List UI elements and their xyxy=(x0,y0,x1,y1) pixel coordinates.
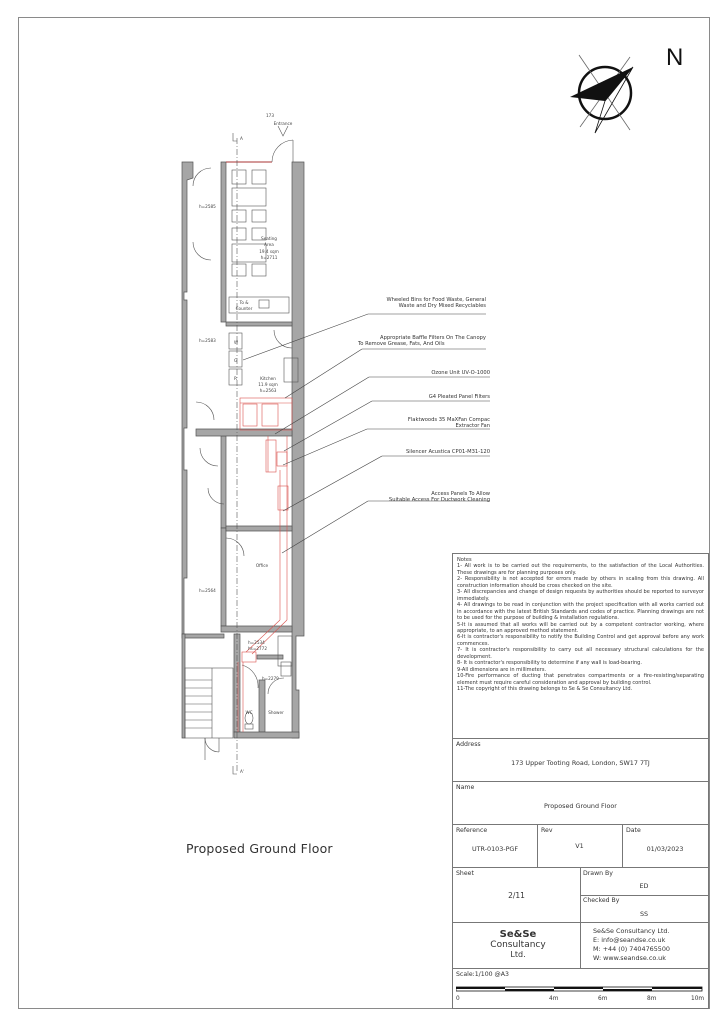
drawn-by-cell xyxy=(580,868,708,896)
svg-text:G: G xyxy=(234,358,238,363)
sheet-row xyxy=(453,868,708,923)
note-item: 1- All work is to be carried out the requirements, to the satisfaction of the Local Authorities. These drawings are for planning purposes only. xyxy=(457,563,704,576)
annotation-silencer xyxy=(380,449,490,455)
name-cell xyxy=(453,782,708,825)
annotation-baffle-filters xyxy=(358,335,486,348)
scale-tick: 6m xyxy=(598,996,608,1002)
svg-text:173: 173 xyxy=(266,113,274,118)
sheet-label: Sheet xyxy=(456,870,474,877)
checked-by-value: SS xyxy=(639,910,649,918)
annotation-line: Silencer Acustica CP01-M31-120 xyxy=(405,449,490,455)
note-item: 5-It is assumed that all works will be carried out by a competent contractor working, where appropriate, to an approved method statement. xyxy=(457,621,704,634)
contact-company: Se&Se Consultancy Ltd. xyxy=(593,927,670,935)
svg-text:11.9 sqm: 11.9 sqm xyxy=(258,382,278,387)
sheet-value: 2/11 xyxy=(508,891,525,900)
svg-text:h=2711: h=2711 xyxy=(260,255,278,260)
svg-text:h=2563: h=2563 xyxy=(259,388,277,393)
scale-label: Scale:1/100 @A3 xyxy=(456,971,509,978)
contact-phone: M: +44 (0) 7404765500 xyxy=(593,945,670,953)
svg-text:A: A xyxy=(240,136,243,141)
title-block xyxy=(452,553,709,1009)
svg-text:h=2564: h=2564 xyxy=(199,588,216,593)
svg-text:Kitchen: Kitchen xyxy=(260,376,276,381)
logo-line: Ltd. xyxy=(510,950,526,959)
annotation-line: G4 Pleated Panel Filters xyxy=(428,394,490,400)
annotation-ozone-unit xyxy=(380,370,490,376)
date-value: 01/03/2023 xyxy=(646,845,684,853)
north-arrow-compass-icon xyxy=(565,45,675,135)
annotation-line: Suitable Access For Ductwork Cleaning xyxy=(388,497,490,504)
divider xyxy=(580,923,581,969)
annotation-line: Waste and Dry Mixed Recyclables xyxy=(398,303,486,310)
name-value: Proposed Ground Floor xyxy=(544,802,617,810)
contact-email[interactable]: E: info@seandse.co.uk xyxy=(593,936,666,944)
name-label: Name xyxy=(456,784,475,791)
note-item: 6-It is contractor's responsibility to notify the Building Control and get approval before any work commences. xyxy=(457,634,704,647)
address-value: 173 Upper Tooting Road, London, SW17 7TJ xyxy=(511,759,650,767)
notes-panel xyxy=(453,554,708,739)
annotation-line: Access Panels To Allow xyxy=(431,491,490,497)
address-cell xyxy=(453,739,708,782)
annotation-line: Ozone Unit UV-O-1000 xyxy=(431,370,490,376)
svg-text:h=2534: h=2534 xyxy=(248,640,265,645)
svg-text:Shower: Shower xyxy=(268,710,284,715)
annotation-line: To Remove Grease, Fats, And Oils xyxy=(358,341,445,348)
annotation-access-panels xyxy=(362,491,490,504)
rev-label: Rev xyxy=(541,827,553,834)
note-item: 4- All drawings to be read in conjunction with the project specification with all works carried out in accordance with the latest British Standards and codes of practice. Planning drawings are not to be used for the purpose of building & installation regulations. xyxy=(457,602,704,622)
note-item: 9-All dimensions are in millimeters. xyxy=(457,666,547,673)
svg-text:h=2583: h=2583 xyxy=(199,338,216,343)
address-label: Address xyxy=(456,741,481,748)
scale-bar xyxy=(456,985,706,993)
svg-text:W: W xyxy=(234,340,239,345)
svg-text:Counter: Counter xyxy=(235,306,253,311)
annotation-line: Flaktwoods 35 MaXFan Compac xyxy=(407,417,490,423)
svg-text:R: R xyxy=(234,376,237,381)
scale-tick: 10m xyxy=(691,996,705,1002)
company-row xyxy=(453,923,708,969)
scale-cell xyxy=(453,969,708,1009)
note-item: 7- It is contractor's responsibility to carry out all necessary structural calculations for the development. xyxy=(457,647,704,660)
note-item: 11-The copyright of this drawing belongs to Se & Se Consultancy Ltd. xyxy=(457,686,633,693)
note-item: 3- All discrepancies and change of design requests by authorities should be reported to surveyor immediately. xyxy=(457,589,704,602)
date-label: Date xyxy=(626,827,641,834)
annotation-wheeled-bins xyxy=(362,297,486,310)
checked-by-cell xyxy=(580,895,708,923)
svg-text:Seating: Seating xyxy=(261,236,277,241)
svg-text:Office: Office xyxy=(255,563,269,568)
annotation-pleated-filters xyxy=(380,394,490,400)
scale-tick: 0 xyxy=(456,996,460,1002)
annotation-extractor-fan xyxy=(370,417,490,430)
drawn-by-value: ED xyxy=(639,882,649,890)
notes-heading: Notes xyxy=(457,557,472,563)
svg-text:A': A' xyxy=(240,769,245,774)
scale-tick: 4m xyxy=(549,996,559,1002)
svg-text:To &: To & xyxy=(239,300,249,305)
logo-line: Consultancy xyxy=(490,940,546,950)
annotation-line: Wheeled Bins for Food Waste, General xyxy=(386,297,486,303)
reference-label: Reference xyxy=(456,827,488,834)
svg-text:WC: WC xyxy=(245,710,253,715)
company-logo xyxy=(453,929,583,960)
scale-tick: 8m xyxy=(647,996,657,1002)
svg-text:hs=2772: hs=2772 xyxy=(248,646,268,651)
svg-text:Area: Area xyxy=(264,242,274,247)
note-item: 10-Fire performance of ducting that penetrates compartments or a fire-resisting/separating element must require careful consideration and approval by building control. xyxy=(457,673,704,686)
svg-text:h=2585: h=2585 xyxy=(199,204,216,209)
checked-by-label: Checked By xyxy=(583,897,620,904)
drawn-by-label: Drawn By xyxy=(583,870,613,877)
rev-value: V1 xyxy=(575,842,584,850)
annotation-line: Appropriate Baffle Filters On The Canopy xyxy=(380,335,486,341)
note-item: 2- Responsibility is not accepted for errors made by others in scaling from this drawing. All construction information should be cross checked on the site. xyxy=(457,576,704,589)
svg-text:19.4 sqm: 19.4 sqm xyxy=(259,249,279,254)
plan-title: Proposed Ground Floor xyxy=(186,841,333,856)
svg-text:h=2279: h=2279 xyxy=(262,676,279,681)
annotation-line: Extractor Fan xyxy=(455,423,490,430)
north-label: N xyxy=(666,44,684,71)
svg-text:Entrance: Entrance xyxy=(273,121,293,126)
note-item: 8- It is contractor's responsibility to determine if any wall is load-bearing. xyxy=(457,660,642,667)
logo-line: Se&Se xyxy=(499,929,537,940)
reference-row xyxy=(453,825,708,868)
contact-website[interactable]: W: www.seandse.co.uk xyxy=(593,954,666,962)
reference-value: UTR-0103-PGF xyxy=(471,845,519,853)
contact-details xyxy=(593,927,670,963)
